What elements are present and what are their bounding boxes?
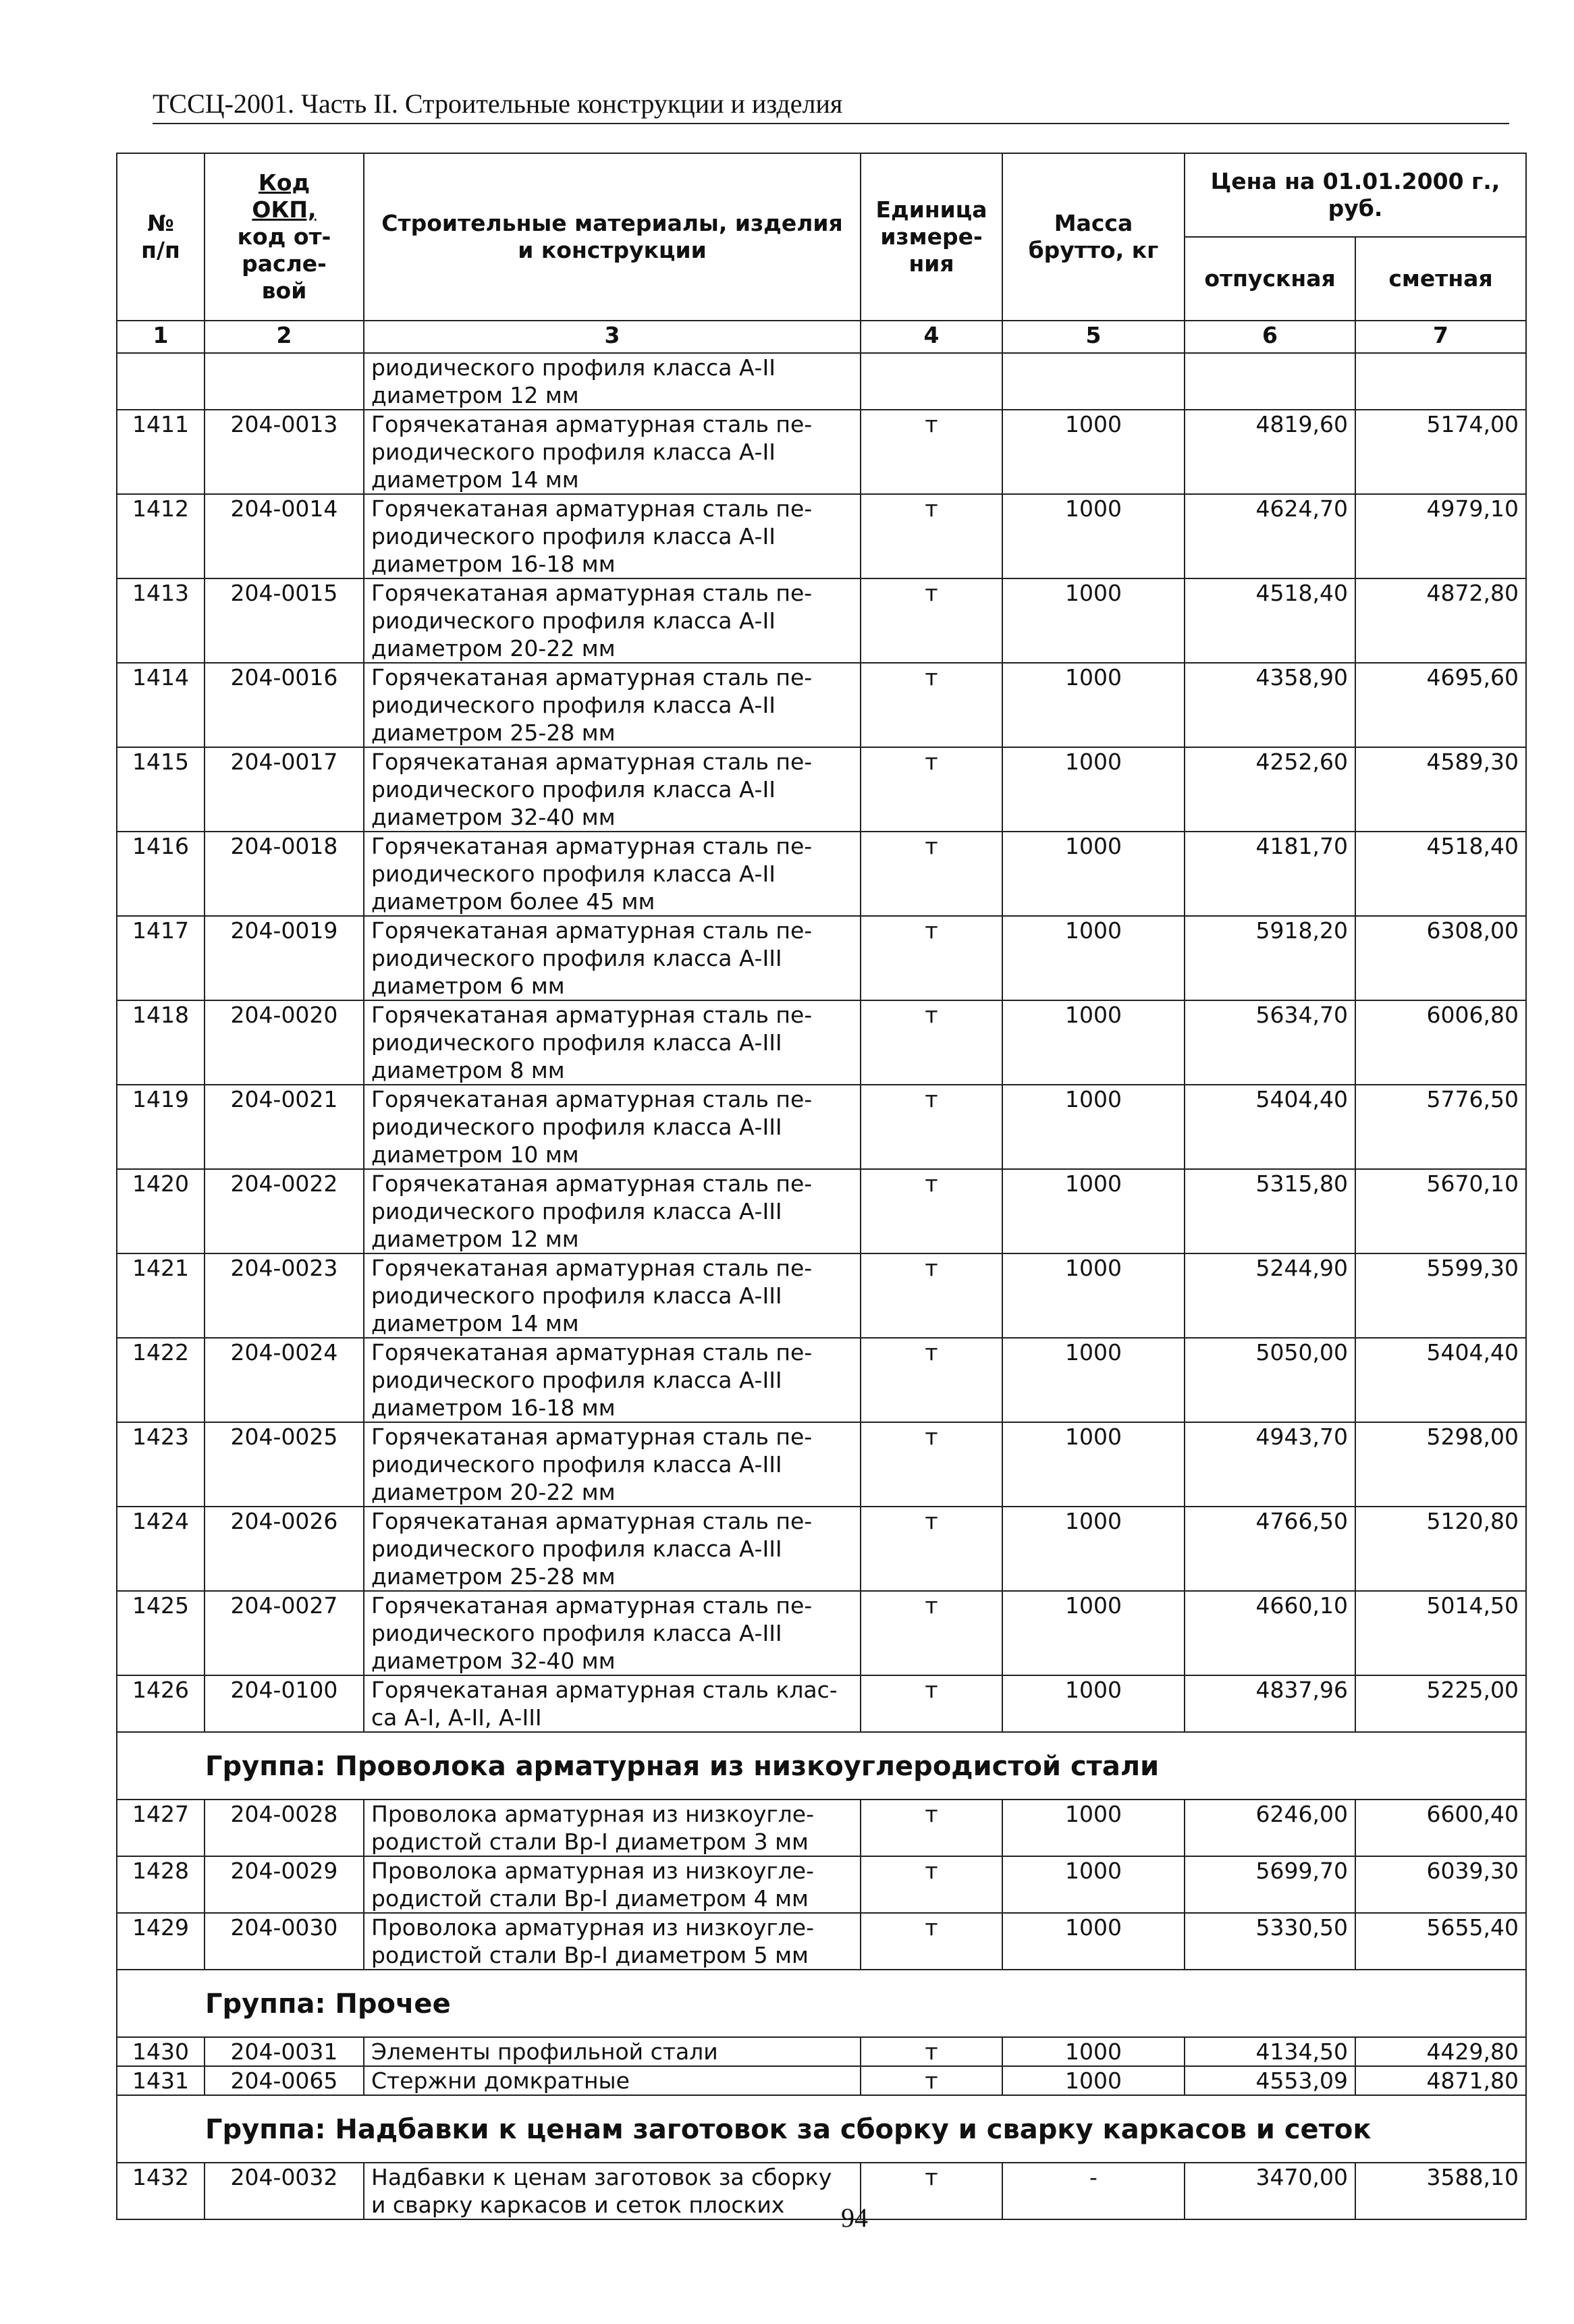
row-code: 204-0030 xyxy=(205,1913,364,1970)
row-name-line: риодического профиля класса А-III xyxy=(371,1282,782,1309)
row-code: 204-0021 xyxy=(205,1085,364,1169)
row-name-line: риодического профиля класса А-II xyxy=(371,607,776,634)
table-row xyxy=(117,2066,1526,2095)
row-release-price: 4358,90 xyxy=(1185,663,1355,747)
row-name xyxy=(364,1591,861,1675)
column-number: 3 xyxy=(364,321,861,353)
header-unit: Единица измере- ния xyxy=(861,153,1002,321)
row-unit: т xyxy=(861,494,1002,578)
row-mass: 1000 xyxy=(1002,1856,1185,1913)
row-name-line: Проволока арматурная из низкоугле- xyxy=(371,1801,814,1827)
column-number: 6 xyxy=(1185,321,1355,353)
row-name xyxy=(364,410,861,494)
row-release-price: 5918,20 xyxy=(1185,916,1355,1000)
row-mass: 1000 xyxy=(1002,1085,1185,1169)
column-numbers-row xyxy=(117,321,1526,353)
table-row xyxy=(117,916,1526,1000)
header-name: Строительные материалы, изделия и конструкции xyxy=(364,153,861,321)
header-mass: Масса брутто, кг xyxy=(1002,153,1185,321)
row-name-line: диаметром 8 мм xyxy=(371,1057,565,1083)
header-num: № п/п xyxy=(117,153,205,321)
row-mass: 1000 xyxy=(1002,578,1185,663)
column-number: 4 xyxy=(861,321,1002,353)
row-name-line: Горячекатаная арматурная сталь пе- xyxy=(371,1339,813,1366)
row-release-price: 5315,80 xyxy=(1185,1169,1355,1253)
row-mass: 1000 xyxy=(1002,410,1185,494)
row-mass: 1000 xyxy=(1002,1422,1185,1507)
row-estimate-price: 4518,40 xyxy=(1355,832,1526,916)
row-mass: 1000 xyxy=(1002,832,1185,916)
row-name xyxy=(364,494,861,578)
row-number: 1418 xyxy=(117,1000,205,1085)
row-name-line: риодического профиля класса А-II xyxy=(371,861,776,887)
row-unit: т xyxy=(861,578,1002,663)
row-name-line: Проволока арматурная из низкоугле- xyxy=(371,1858,814,1884)
row-name-line: Горячекатаная арматурная сталь пе- xyxy=(371,411,813,437)
row-name xyxy=(364,1422,861,1507)
row-number: 1417 xyxy=(117,916,205,1000)
row-name-line: Горячекатаная арматурная сталь пе- xyxy=(371,495,813,522)
table-row xyxy=(117,2037,1526,2066)
row-name-line: Горячекатаная арматурная сталь пе- xyxy=(371,1002,813,1028)
row-name xyxy=(364,2163,861,2219)
row-name-line: са А-I, А-II, А-III xyxy=(371,1704,542,1731)
row-unit: т xyxy=(861,1507,1002,1591)
row-unit: т xyxy=(861,2037,1002,2066)
row-mass: - xyxy=(1002,2163,1185,2219)
row-mass: 1000 xyxy=(1002,747,1185,832)
row-code: 204-0017 xyxy=(205,747,364,832)
row-release-price: 5404,40 xyxy=(1185,1085,1355,1169)
row-unit: т xyxy=(861,2163,1002,2219)
row-release-price: 4819,60 xyxy=(1185,410,1355,494)
row-name xyxy=(364,1507,861,1591)
row-number: 1426 xyxy=(117,1675,205,1732)
row-name-line: диаметром 6 мм xyxy=(371,973,565,999)
row-name-line: диаметром 32-40 мм xyxy=(371,1648,616,1674)
row-name-line: диаметром 14 мм xyxy=(371,466,579,493)
group-heading-row xyxy=(117,1732,1526,1800)
group-heading: Группа: Прочее xyxy=(117,1970,1526,2037)
row-number: 1414 xyxy=(117,663,205,747)
row-number: 1413 xyxy=(117,578,205,663)
row-estimate-price: 5404,40 xyxy=(1355,1338,1526,1422)
row-number: 1419 xyxy=(117,1085,205,1169)
row-estimate-price: 4429,80 xyxy=(1355,2037,1526,2066)
row-mass: 1000 xyxy=(1002,1338,1185,1422)
row-estimate-price: 5655,40 xyxy=(1355,1913,1526,1970)
row-name-line: Элементы профильной стали xyxy=(371,2038,718,2065)
table-row xyxy=(117,1913,1526,1970)
row-release-price: 5244,90 xyxy=(1185,1253,1355,1338)
row-name-line: риодического профиля класса А-II xyxy=(371,692,776,718)
row-code: 204-0026 xyxy=(205,1507,364,1591)
row-name-line: диаметром 32-40 мм xyxy=(371,804,616,830)
row-release-price: 4943,70 xyxy=(1185,1422,1355,1507)
table-row xyxy=(117,2163,1526,2219)
row-estimate-price: 5174,00 xyxy=(1355,410,1526,494)
row-mass: 1000 xyxy=(1002,1253,1185,1338)
row-name xyxy=(364,663,861,747)
row-name-line: диаметром 25-28 мм xyxy=(371,720,616,746)
row-name-line: диаметром 16-18 мм xyxy=(371,1395,616,1421)
row-unit: т xyxy=(861,663,1002,747)
row-code: 204-0025 xyxy=(205,1422,364,1507)
column-number: 7 xyxy=(1355,321,1526,353)
row-code: 204-0022 xyxy=(205,1169,364,1253)
row-name-line: риодического профиля класса А-II xyxy=(371,776,776,803)
row-mass: 1000 xyxy=(1002,663,1185,747)
row-unit: т xyxy=(861,916,1002,1000)
row-name-line: родистой стали Вр-I диаметром 5 мм xyxy=(371,1942,809,1968)
row-code: 204-0020 xyxy=(205,1000,364,1085)
row-name-line: Горячекатаная арматурная сталь пе- xyxy=(371,1170,813,1197)
row-mass: 1000 xyxy=(1002,1000,1185,1085)
row-name-line: диаметром 25-28 мм xyxy=(371,1563,616,1590)
table-row xyxy=(117,1338,1526,1422)
table-row xyxy=(117,1591,1526,1675)
row-name-line: Горячекатаная арматурная сталь пе- xyxy=(371,1508,813,1534)
row-number: 1420 xyxy=(117,1169,205,1253)
row-code: 204-0013 xyxy=(205,410,364,494)
row-number: 1425 xyxy=(117,1591,205,1675)
header-estimate-price: сметная xyxy=(1355,237,1526,321)
row-mass: 1000 xyxy=(1002,1507,1185,1591)
row-unit: т xyxy=(861,1856,1002,1913)
row-name-line: диаметром 10 мм xyxy=(371,1141,579,1168)
row-name-line: диаметром 20-22 мм xyxy=(371,1479,616,1505)
row-code: 204-0018 xyxy=(205,832,364,916)
row-mass: 1000 xyxy=(1002,1591,1185,1675)
table-row xyxy=(117,1800,1526,1856)
row-number: 1411 xyxy=(117,410,205,494)
row-code: 204-0016 xyxy=(205,663,364,747)
row-name xyxy=(364,747,861,832)
row-release-price: 6246,00 xyxy=(1185,1800,1355,1856)
row-number: 1416 xyxy=(117,832,205,916)
row-release-price: 4837,96 xyxy=(1185,1675,1355,1732)
row-name-line: Надбавки к ценам заготовок за сборку xyxy=(371,2164,832,2190)
row-name xyxy=(364,1085,861,1169)
row-name-line: риодического профиля класса А-III xyxy=(371,1198,782,1224)
row-estimate-price: 4979,10 xyxy=(1355,494,1526,578)
row-code: 204-0015 xyxy=(205,578,364,663)
row-release-price: 5050,00 xyxy=(1185,1338,1355,1422)
row-name-line: риодического профиля класса А-II xyxy=(371,439,776,465)
row-code: 204-0027 xyxy=(205,1591,364,1675)
table-row xyxy=(117,1085,1526,1169)
row-unit: т xyxy=(861,747,1002,832)
row-estimate-price: 4695,60 xyxy=(1355,663,1526,747)
row-name-line: риодического профиля класса А-III xyxy=(371,1114,782,1140)
row-name-line: Горячекатаная арматурная сталь пе- xyxy=(371,1086,813,1112)
row-number: 1431 xyxy=(117,2066,205,2095)
row-name-line: диаметром более 45 мм xyxy=(371,888,655,915)
row-name-line: риодического профиля класса А-III xyxy=(371,1029,782,1056)
row-mass: 1000 xyxy=(1002,1675,1185,1732)
row-code: 204-0028 xyxy=(205,1800,364,1856)
continuation-row xyxy=(117,353,1526,410)
row-name xyxy=(364,1000,861,1085)
row-estimate-price: 3588,10 xyxy=(1355,2163,1526,2219)
row-name-line: Стержни домкратные xyxy=(371,2068,630,2094)
row-name-line: Горячекатаная арматурная сталь пе- xyxy=(371,749,813,775)
row-mass: 1000 xyxy=(1002,1800,1185,1856)
row-estimate-price: 6308,00 xyxy=(1355,916,1526,1000)
row-mass: 1000 xyxy=(1002,2037,1185,2066)
row-name xyxy=(364,916,861,1000)
column-number: 2 xyxy=(205,321,364,353)
row-name xyxy=(364,832,861,916)
table-row xyxy=(117,832,1526,916)
table-row xyxy=(117,1422,1526,1507)
row-code: 204-0014 xyxy=(205,494,364,578)
row-release-price: 4518,40 xyxy=(1185,578,1355,663)
row-estimate-price: 4872,80 xyxy=(1355,578,1526,663)
table-row xyxy=(117,1856,1526,1913)
row-release-price: 5699,70 xyxy=(1185,1856,1355,1913)
row-unit: т xyxy=(861,1675,1002,1732)
row-name-line: риодического профиля класса А-III xyxy=(371,1536,782,1562)
row-name-line: Горячекатаная арматурная сталь пе- xyxy=(371,1424,813,1450)
table-row xyxy=(117,1507,1526,1591)
row-release-price: 4660,10 xyxy=(1185,1591,1355,1675)
row-number: 1421 xyxy=(117,1253,205,1338)
row-name-line: родистой стали Вр-I диаметром 3 мм xyxy=(371,1829,809,1855)
row-name-line: риодического профиля класса А-III xyxy=(371,1367,782,1393)
table-row xyxy=(117,1675,1526,1732)
row-release-price: 4553,09 xyxy=(1185,2066,1355,2095)
header-code: Код ОКП, код от- расле- вой xyxy=(205,153,364,321)
row-number: 1429 xyxy=(117,1913,205,1970)
row-name-line: диаметром 12 мм xyxy=(371,1226,579,1252)
row-release-price: 3470,00 xyxy=(1185,2163,1355,2219)
row-unit: т xyxy=(861,1338,1002,1422)
header-price: Цена на 01.01.2000 г., руб. xyxy=(1185,153,1526,237)
row-name xyxy=(364,1338,861,1422)
row-unit: т xyxy=(861,1085,1002,1169)
table-row xyxy=(117,578,1526,663)
row-number: 1422 xyxy=(117,1338,205,1422)
row-name-line: диаметром 16-18 мм xyxy=(371,551,616,577)
row-name xyxy=(364,578,861,663)
row-name-line: риодического профиля класса А-II xyxy=(371,523,776,549)
row-number: 1412 xyxy=(117,494,205,578)
row-name-line: и сварку каркасов и сеток плоских xyxy=(371,2192,785,2218)
row-unit: т xyxy=(861,1253,1002,1338)
column-number: 1 xyxy=(117,321,205,353)
row-unit: т xyxy=(861,2066,1002,2095)
row-name-line: Проволока арматурная из низкоугле- xyxy=(371,1914,814,1941)
row-estimate-price: 5670,10 xyxy=(1355,1169,1526,1253)
row-release-price: 5634,70 xyxy=(1185,1000,1355,1085)
row-release-price: 4252,60 xyxy=(1185,747,1355,832)
row-name-line: риодического профиля класса А-III xyxy=(371,945,782,971)
row-name-line: диаметром 20-22 мм xyxy=(371,635,616,661)
row-release-price: 4134,50 xyxy=(1185,2037,1355,2066)
price-table xyxy=(116,153,1527,2220)
row-name xyxy=(364,1800,861,1856)
table-row xyxy=(117,410,1526,494)
row-name-line: риодического профиля класса А-III xyxy=(371,1620,782,1646)
row-release-price: 5330,50 xyxy=(1185,1913,1355,1970)
row-mass: 1000 xyxy=(1002,1913,1185,1970)
row-release-price: 4624,70 xyxy=(1185,494,1355,578)
row-number: 1432 xyxy=(117,2163,205,2219)
row-estimate-price: 6039,30 xyxy=(1355,1856,1526,1913)
row-code: 204-0029 xyxy=(205,1856,364,1913)
continuation-text: риодического профиля класса А-II диаметром 12 мм xyxy=(364,353,861,410)
row-name-line: Горячекатаная арматурная сталь клас- xyxy=(371,1677,838,1703)
row-code: 204-0031 xyxy=(205,2037,364,2066)
row-unit: т xyxy=(861,1913,1002,1970)
row-estimate-price: 4871,80 xyxy=(1355,2066,1526,2095)
row-name xyxy=(364,2066,861,2095)
row-unit: т xyxy=(861,832,1002,916)
row-number: 1415 xyxy=(117,747,205,832)
row-name xyxy=(364,1675,861,1732)
table-row xyxy=(117,747,1526,832)
row-unit: т xyxy=(861,410,1002,494)
row-estimate-price: 5776,50 xyxy=(1355,1085,1526,1169)
row-estimate-price: 5014,50 xyxy=(1355,1591,1526,1675)
row-name-line: Горячекатаная арматурная сталь пе- xyxy=(371,580,813,606)
row-name xyxy=(364,1253,861,1338)
row-estimate-price: 5298,00 xyxy=(1355,1422,1526,1507)
row-mass: 1000 xyxy=(1002,2066,1185,2095)
row-code: 204-0019 xyxy=(205,916,364,1000)
row-unit: т xyxy=(861,1422,1002,1507)
row-estimate-price: 6600,40 xyxy=(1355,1800,1526,1856)
row-mass: 1000 xyxy=(1002,494,1185,578)
row-name-line: Горячекатаная арматурная сталь пе- xyxy=(371,664,813,691)
row-name-line: Горячекатаная арматурная сталь пе- xyxy=(371,1592,813,1619)
row-number: 1427 xyxy=(117,1800,205,1856)
group-heading-row xyxy=(117,1970,1526,2037)
row-number: 1428 xyxy=(117,1856,205,1913)
row-code: 204-0032 xyxy=(205,2163,364,2219)
row-unit: т xyxy=(861,1800,1002,1856)
row-estimate-price: 5120,80 xyxy=(1355,1507,1526,1591)
page-number: 94 xyxy=(841,2203,868,2233)
row-name-line: родистой стали Вр-I диаметром 4 мм xyxy=(371,1885,809,1912)
row-code: 204-0023 xyxy=(205,1253,364,1338)
row-estimate-price: 5599,30 xyxy=(1355,1253,1526,1338)
row-number: 1430 xyxy=(117,2037,205,2066)
table-row xyxy=(117,1169,1526,1253)
row-name-line: Горячекатаная арматурная сталь пе- xyxy=(371,833,813,859)
row-name xyxy=(364,1913,861,1970)
row-number: 1424 xyxy=(117,1507,205,1591)
row-estimate-price: 6006,80 xyxy=(1355,1000,1526,1085)
row-name xyxy=(364,1856,861,1913)
table-row xyxy=(117,494,1526,578)
row-estimate-price: 5225,00 xyxy=(1355,1675,1526,1732)
row-unit: т xyxy=(861,1169,1002,1253)
header-release-price: отпускная xyxy=(1185,237,1355,321)
row-release-price: 4766,50 xyxy=(1185,1507,1355,1591)
row-name-line: диаметром 14 мм xyxy=(371,1310,579,1336)
row-code: 204-0065 xyxy=(205,2066,364,2095)
row-name-line: Горячекатаная арматурная сталь пе- xyxy=(371,917,813,944)
row-number: 1423 xyxy=(117,1422,205,1507)
row-name-line: риодического профиля класса А-III xyxy=(371,1451,782,1478)
row-mass: 1000 xyxy=(1002,1169,1185,1253)
table-row xyxy=(117,663,1526,747)
column-number: 5 xyxy=(1002,321,1185,353)
row-unit: т xyxy=(861,1000,1002,1085)
row-code: 204-0024 xyxy=(205,1338,364,1422)
row-mass: 1000 xyxy=(1002,916,1185,1000)
row-code: 204-0100 xyxy=(205,1675,364,1732)
row-release-price: 4181,70 xyxy=(1185,832,1355,916)
row-unit: т xyxy=(861,1591,1002,1675)
group-heading-row xyxy=(117,2095,1526,2163)
row-estimate-price: 4589,30 xyxy=(1355,747,1526,832)
group-heading: Группа: Надбавки к ценам заготовок за сборку и сварку каркасов и сеток xyxy=(117,2095,1526,2163)
row-name xyxy=(364,2037,861,2066)
page-header: ТССЦ-2001. Часть II. Строительные конструкции и изделия xyxy=(153,88,1509,124)
table-row xyxy=(117,1000,1526,1085)
row-name xyxy=(364,1169,861,1253)
table-row xyxy=(117,1253,1526,1338)
group-heading: Группа: Проволока арматурная из низкоуглеродистой стали xyxy=(117,1732,1526,1800)
row-name-line: Горячекатаная арматурная сталь пе- xyxy=(371,1255,813,1281)
